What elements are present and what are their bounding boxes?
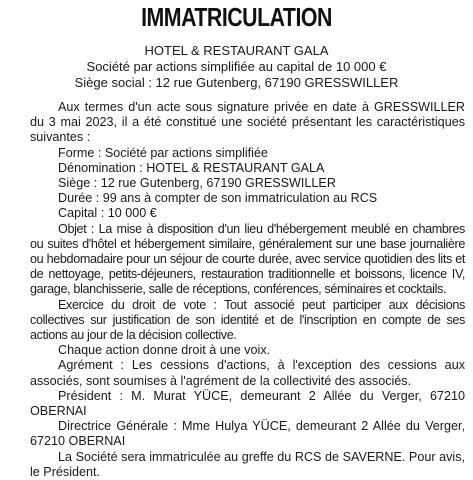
paragraph-intro: Aux termes d'un acte sous signature privée en date à GRESSWILLER du 3 mai 2023, il a été constitué une société présentant les caractéristiques suivantes : [30,100,465,145]
paragraph-duree: Durée : 99 ans à compter de son immatriculation au RCS [58,191,378,206]
paragraph-agrement: Agrément : Les cessions d'actions, à l'exception des cessions aux associés, sont soumises à l'agrément de la collectivité des associés. [30,358,465,388]
company-name: HOTEL & RESTAURANT GALA [144,43,329,58]
company-legal-form: Société par actions simplifiée au capital de 10 000 € [86,59,387,74]
paragraph-denomination: Dénomination : HOTEL & RESTAURANT GALA [58,160,325,175]
paragraph-directrice: Directrice Générale : Mme Hulya YÜCE, demeurant 2 Allée du Verger, 67210 OBERNAI [30,419,465,449]
paragraph-forme: Forme : Société par actions simplifiée [58,145,268,160]
notice-title: IMMATRICULATION [141,2,332,32]
paragraph-voix: Chaque action donne droit à une voix. [58,343,271,358]
paragraph-greffe: La Société sera immatriculée au greffe du RCS de SAVERNE. Pour avis, le Président. [30,449,465,479]
paragraph-siege: Siège : 12 rue Gutenberg, 67190 GRESSWILLER [58,176,336,191]
company-head-office: Siège social : 12 rue Gutenberg, 67190 GRESSWILLER [74,75,399,90]
paragraph-president: Président : M. Murat YÜCE, demeurant 2 Allée du Verger, 67210 OBERNAI [30,388,465,419]
notice-body [30,100,465,480]
company-header [0,43,473,91]
paragraph-vote: Exercice du droit de vote : Tout associé peut participer aux décisions collectives sur justification de son identité et de l'inscription en compte de ses actions au jour de la décision collective. [30,297,465,343]
paragraph-capital: Capital : 10 000 € [58,206,157,221]
paragraph-objet: Objet : La mise à disposition d'un lieu d'hébergement meublé en chambres ou suites d'hôtel et hébergement similaire, généralement sur une base journalière ou hebdomadaire pour un séjour de courte durée, avec service quotidien des lits et de nettoyage, petits-déjeuners, restauration traditionnelle et boissons, licence IV, garage, blanchisserie, salle de réceptions, conférences, séminaires et cocktails. [30,221,465,297]
